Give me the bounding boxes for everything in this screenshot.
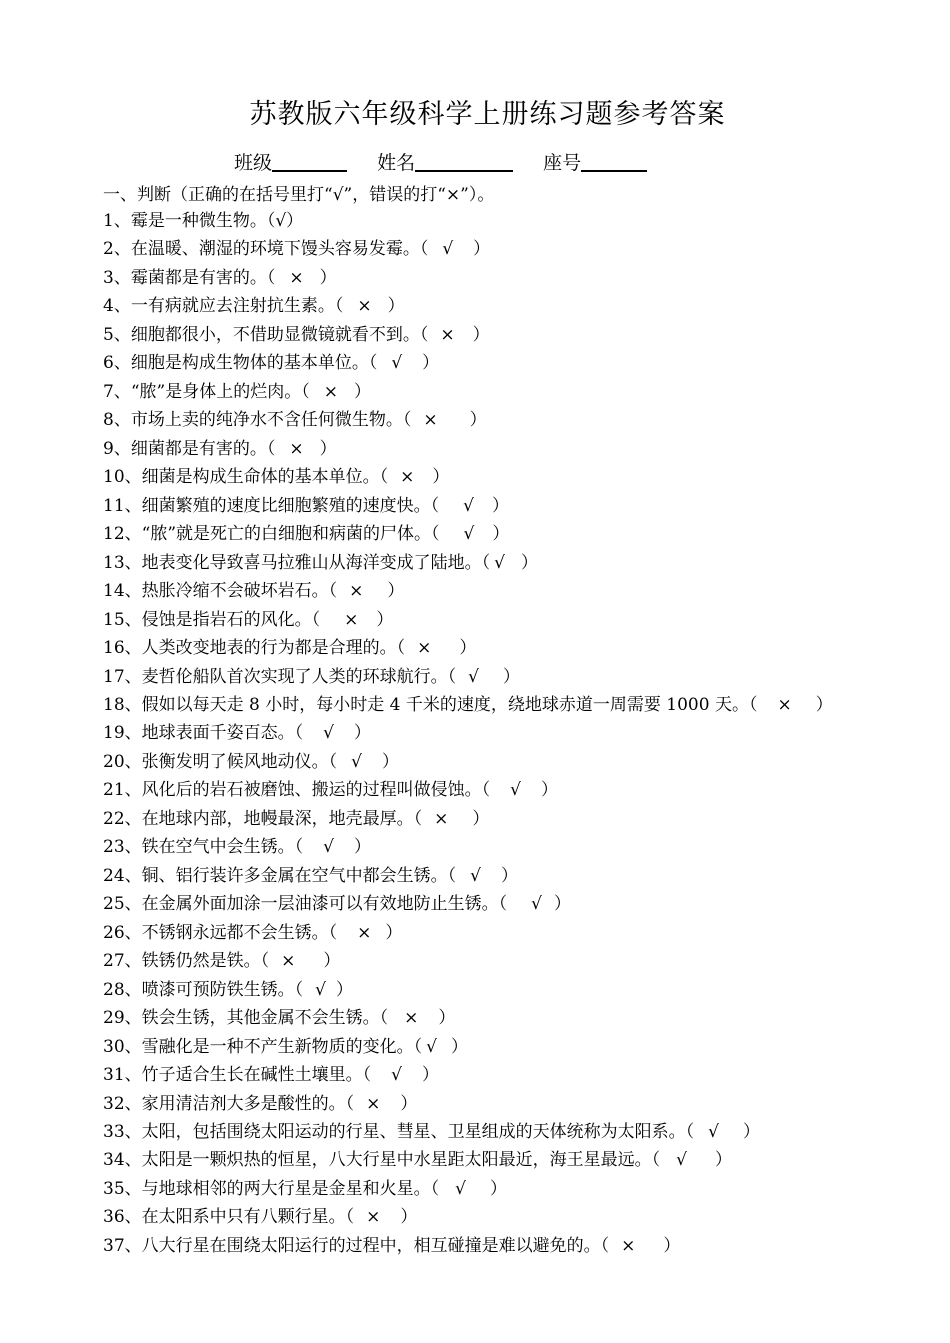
question-number: 27、 [103, 951, 142, 972]
question-text: 不锈钢永远都不会生锈。 [141, 922, 329, 943]
question-number: 19、 [103, 723, 142, 744]
answer-mark[interactable]: √ [455, 1178, 466, 1199]
question-number: 28、 [103, 979, 142, 1000]
bracket-close: ） [714, 1150, 732, 1171]
bracket-close: ） [520, 552, 538, 573]
bracket-close: ） [376, 609, 394, 630]
question-number: 4、 [103, 296, 131, 317]
question-text: 八大行星在围绕太阳运行的过程中，相互碰撞是难以避免的。 [141, 1235, 601, 1256]
answer-mark[interactable]: √ [391, 353, 403, 374]
bracket-close: ） [663, 1235, 681, 1256]
answer-mark[interactable]: √ [442, 239, 454, 260]
seat-label: 座号 [543, 152, 582, 174]
bracket-open: （ [413, 808, 423, 829]
question-number: 26、 [103, 922, 142, 943]
bracket-close: ） [472, 808, 490, 829]
bracket-close: ） [491, 495, 509, 516]
question-item [103, 976, 833, 1004]
question-number: 16、 [103, 638, 142, 659]
question-item [103, 349, 833, 377]
bracket-close: ） [540, 780, 558, 801]
question-item [103, 406, 833, 434]
bracket-close: ） [432, 467, 450, 488]
question-list [103, 207, 833, 1260]
bracket-close: ） [385, 922, 403, 943]
question-text: 家用清洁剂大多是酸性的。 [141, 1093, 346, 1114]
question-number: 5、 [103, 324, 131, 345]
bracket-open: （ [481, 552, 491, 573]
bracket-open: （ [334, 296, 344, 317]
question-item [103, 1175, 833, 1203]
question-number: 12、 [103, 524, 142, 545]
name-blank[interactable] [415, 150, 513, 172]
question-number: 2、 [103, 239, 131, 260]
bracket-open: （ [362, 1065, 372, 1086]
bracket-open: （ [413, 1036, 423, 1057]
question-item [103, 520, 833, 548]
question-number: 24、 [103, 865, 142, 886]
question-number: 18、 [103, 694, 142, 715]
question-item [103, 1118, 833, 1146]
answer-mark[interactable]: √ [391, 1065, 402, 1086]
bracket-close: ） [489, 1178, 507, 1199]
question-item [103, 862, 833, 890]
question-item [103, 1004, 833, 1032]
answer-mark[interactable]: √ [463, 495, 474, 516]
question-number: 35、 [103, 1178, 142, 1199]
question-item [103, 1033, 833, 1061]
question-number: 32、 [103, 1093, 142, 1114]
bracket-close: ） [469, 410, 487, 431]
question-item [103, 776, 833, 804]
question-text: 霉菌都是有害的。 [130, 267, 267, 288]
answer-mark[interactable]: √ [463, 524, 475, 545]
question-item [103, 1232, 833, 1260]
bracket-close: ） [421, 1065, 439, 1086]
question-number: 36、 [103, 1207, 142, 1228]
question-number: 1、 [103, 211, 131, 231]
question-text: 霉是一种微生物。 [130, 211, 267, 231]
bracket-open: （ [600, 1235, 610, 1256]
question-text: 与地球相邻的两大行星是金星和火星。 [141, 1178, 431, 1199]
bracket-open: （ [498, 894, 508, 915]
question-item [103, 748, 833, 776]
bracket-close: ） [381, 751, 399, 772]
question-number: 20、 [103, 751, 142, 772]
class-label: 班级 [234, 152, 273, 174]
bracket-close: ） [319, 438, 337, 459]
bracket-open: （ [266, 438, 276, 459]
bracket-close: ） [400, 1093, 418, 1114]
question-item [103, 378, 833, 406]
student-info-row [234, 148, 647, 175]
question-text: 铁在空气中会生锈。 [141, 837, 295, 858]
bracket-open: （ [430, 1178, 440, 1199]
question-item [103, 577, 833, 605]
answer-mark[interactable]: × [357, 922, 372, 943]
bracket-open: （ [685, 1122, 695, 1142]
bracket-open: （ [419, 324, 429, 345]
question-number: 22、 [103, 808, 142, 829]
name-field [377, 148, 513, 175]
question-text: 铜、铝行装许多金属在空气中都会生锈。 [141, 865, 448, 886]
question-number: 33、 [103, 1122, 142, 1142]
question-text: 竹子适合生长在碱性土壤里。 [141, 1065, 363, 1086]
question-number: 13、 [103, 552, 142, 573]
question-number: 11、 [103, 495, 142, 516]
question-item [103, 634, 833, 662]
bracket-open: （ [294, 837, 304, 858]
question-number: 3、 [103, 267, 131, 288]
answer-mark[interactable]: √ [275, 211, 287, 231]
class-field [234, 148, 347, 175]
bracket-close: ） [286, 211, 304, 231]
question-number: 14、 [103, 581, 142, 602]
question-item [103, 1146, 833, 1174]
bracket-close: ） [450, 1036, 468, 1057]
answer-mark[interactable]: × [366, 1207, 381, 1228]
question-number: 34、 [103, 1150, 142, 1171]
class-blank[interactable] [272, 150, 347, 172]
question-text: 人类改变地表的行为都是合理的。 [141, 638, 397, 659]
answer-mark[interactable]: √ [470, 865, 481, 886]
answer-mark[interactable]: √ [315, 979, 326, 1000]
answer-mark[interactable]: × [323, 381, 338, 402]
bracket-open: （ [368, 353, 378, 374]
question-number: 37、 [103, 1235, 142, 1256]
bracket-open: （ [328, 922, 338, 943]
answer-mark[interactable]: × [440, 324, 455, 345]
bracket-close: ） [502, 666, 520, 687]
answer-mark[interactable]: √ [494, 552, 505, 573]
question-item [103, 719, 833, 747]
question-number: 25、 [103, 894, 142, 915]
bracket-open: （ [266, 211, 276, 231]
answer-mark[interactable]: × [777, 694, 792, 715]
answer-mark[interactable]: × [349, 581, 364, 602]
question-item [103, 919, 833, 947]
question-item [103, 207, 833, 235]
question-item [103, 606, 833, 634]
question-number: 30、 [103, 1036, 142, 1057]
bracket-close: ） [472, 324, 490, 345]
question-item [103, 292, 833, 320]
question-text: 喷漆可预防铁生锈。 [141, 979, 295, 1000]
question-text: 细菌都是有害的。 [130, 438, 267, 459]
bracket-open: （ [294, 979, 304, 1000]
bracket-open: （ [481, 780, 491, 801]
question-number: 31、 [103, 1065, 142, 1086]
bracket-open: （ [651, 1150, 661, 1171]
question-item [103, 890, 833, 918]
answer-mark[interactable]: √ [510, 780, 521, 801]
bracket-open: （ [431, 524, 440, 545]
question-text: 在金属外面加涂一层油漆可以有效地防止生锈。 [141, 894, 499, 915]
bracket-close: ） [438, 1008, 456, 1029]
bracket-open: （ [301, 381, 310, 402]
bracket-open: （ [748, 694, 758, 715]
bracket-open: （ [294, 723, 304, 744]
bracket-open: （ [328, 581, 338, 602]
answer-mark[interactable]: × [417, 638, 432, 659]
bracket-close: ） [319, 267, 337, 288]
bracket-open: （ [345, 1207, 355, 1228]
question-item [103, 492, 833, 520]
bracket-open: （ [379, 1008, 389, 1029]
question-item [103, 1061, 833, 1089]
question-text: 张衡发明了候风地动仪。 [141, 751, 329, 772]
bracket-close: ） [500, 865, 518, 886]
answer-mark[interactable]: × [404, 1008, 419, 1029]
question-number: 23、 [103, 837, 142, 858]
answer-mark[interactable]: × [400, 467, 415, 488]
question-number: 29、 [103, 1008, 142, 1029]
question-text: 风化后的岩石被磨蚀、搬运的过程叫做侵蚀。 [141, 780, 482, 801]
question-text: 太阳是一颗炽热的恒星，八大行星中水星距太阳最近，海王星最远。 [141, 1150, 652, 1171]
seat-blank[interactable] [581, 150, 647, 172]
bracket-open: （ [396, 638, 406, 659]
bracket-open: （ [345, 1093, 355, 1114]
question-text: “脓”是身体上的烂肉。 [130, 381, 302, 402]
bracket-close: ） [323, 951, 341, 972]
question-text: 热胀冷缩不会破坏岩石。 [141, 581, 329, 602]
question-text: “脓”就是死亡的白细胞和病菌的尸体。 [141, 524, 432, 545]
bracket-close: ） [473, 239, 491, 260]
seat-field [543, 148, 647, 175]
answer-mark[interactable]: × [289, 267, 304, 288]
answer-mark[interactable]: × [423, 410, 438, 431]
question-item [103, 264, 833, 292]
bracket-open: （ [266, 267, 276, 288]
section-heading: 一、判断（正确的在括号里打“√”，错误的打“×”）。 [103, 185, 495, 205]
question-item [103, 691, 833, 719]
bracket-close: ） [742, 1122, 760, 1142]
question-item [103, 235, 833, 263]
question-text: 太阳，包括围绕太阳运动的行星、彗星、卫星组成的天体统称为太阳系。 [141, 1122, 686, 1142]
question-number: 6、 [103, 353, 131, 374]
question-text: 假如以每天走 8 小时，每小时走 4 千米的速度，绕地球赤道一周需要 1000 天。 [141, 694, 749, 715]
question-number: 17、 [103, 666, 142, 687]
answer-mark[interactable]: √ [351, 751, 362, 772]
question-text: 市场上卖的纯净水不含任何微生物。 [130, 410, 403, 431]
bracket-open: （ [328, 751, 338, 772]
answer-mark[interactable]: √ [676, 1150, 687, 1171]
bracket-open: （ [379, 467, 389, 488]
question-item [103, 663, 833, 691]
question-text: 地表变化导致喜马拉雅山从海洋变成了陆地。 [141, 552, 482, 573]
bracket-close: ） [422, 353, 440, 374]
answer-mark[interactable]: × [366, 1093, 381, 1114]
answer-mark[interactable]: × [434, 808, 449, 829]
question-number: 21、 [103, 780, 142, 801]
page-title: 苏教版六年级科学上册练习题参考答案 [249, 99, 726, 130]
question-number: 10、 [103, 467, 142, 488]
answer-mark[interactable]: × [344, 609, 359, 630]
question-text: 铁会生锈，其他金属不会生锈。 [141, 1008, 380, 1029]
bracket-open: （ [402, 410, 412, 431]
answer-mark[interactable]: × [289, 438, 304, 459]
name-label: 姓名 [377, 152, 416, 174]
answer-mark[interactable]: √ [531, 894, 542, 915]
bracket-close: ） [335, 979, 353, 1000]
question-text: 细胞都很小，不借助显微镜就看不到。 [130, 324, 420, 345]
question-text: 细菌是构成生命体的基本单位。 [141, 467, 380, 488]
bracket-close: ） [387, 296, 405, 317]
answer-mark[interactable]: √ [468, 666, 479, 687]
question-text: 一有病就应去注射抗生素。 [130, 296, 335, 317]
question-number: 8、 [103, 410, 131, 431]
question-number: 7、 [103, 381, 131, 402]
question-item [103, 805, 833, 833]
bracket-open: （ [419, 239, 429, 260]
bracket-close: ） [353, 723, 371, 744]
bracket-close: ） [459, 638, 477, 659]
question-text: 侵蚀是指岩石的风化。 [141, 609, 312, 630]
question-item [103, 321, 833, 349]
question-text: 在地球内部，地幔最深，地壳最厚。 [141, 808, 414, 829]
question-item [103, 1090, 833, 1118]
question-text: 细菌繁殖的速度比细胞繁殖的速度快。 [141, 495, 431, 516]
bracket-close: ） [400, 1207, 418, 1228]
bracket-close: ） [353, 381, 371, 402]
bracket-open: （ [447, 666, 457, 687]
question-item [103, 1203, 833, 1231]
bracket-close: ） [553, 894, 571, 915]
question-text: 麦哲伦船队首次实现了人类的环球航行。 [141, 666, 448, 687]
answer-mark[interactable]: √ [426, 1036, 437, 1057]
question-text: 铁锈仍然是铁。 [141, 951, 261, 972]
bracket-open: （ [311, 609, 321, 630]
answer-mark[interactable]: √ [323, 723, 334, 744]
question-text: 雪融化是一种不产生新物质的变化。 [141, 1036, 414, 1057]
question-number: 15、 [103, 609, 142, 630]
question-item [103, 463, 833, 491]
bracket-open: （ [447, 865, 457, 886]
question-text: 在温暖、潮湿的环境下馒头容易发霉。 [130, 239, 420, 260]
bracket-close: ） [815, 694, 833, 715]
bracket-close: ） [492, 524, 510, 545]
question-text: 细胞是构成生物体的基本单位。 [130, 353, 369, 374]
answer-mark[interactable]: × [621, 1235, 636, 1256]
question-item [103, 947, 833, 975]
question-text: 地球表面千姿百态。 [141, 723, 295, 744]
bracket-open: （ [430, 495, 440, 516]
bracket-close: ） [353, 837, 371, 858]
answer-mark[interactable]: √ [708, 1122, 719, 1142]
answer-mark[interactable]: × [281, 951, 296, 972]
bracket-open: （ [260, 951, 270, 972]
question-number: 9、 [103, 438, 131, 459]
bracket-close: ） [387, 581, 405, 602]
question-text: 在太阳系中只有八颗行星。 [141, 1207, 346, 1228]
question-item [103, 549, 833, 577]
question-item [103, 435, 833, 463]
answer-mark[interactable]: √ [323, 837, 334, 858]
answer-mark[interactable]: × [357, 296, 372, 317]
question-item [103, 833, 833, 861]
